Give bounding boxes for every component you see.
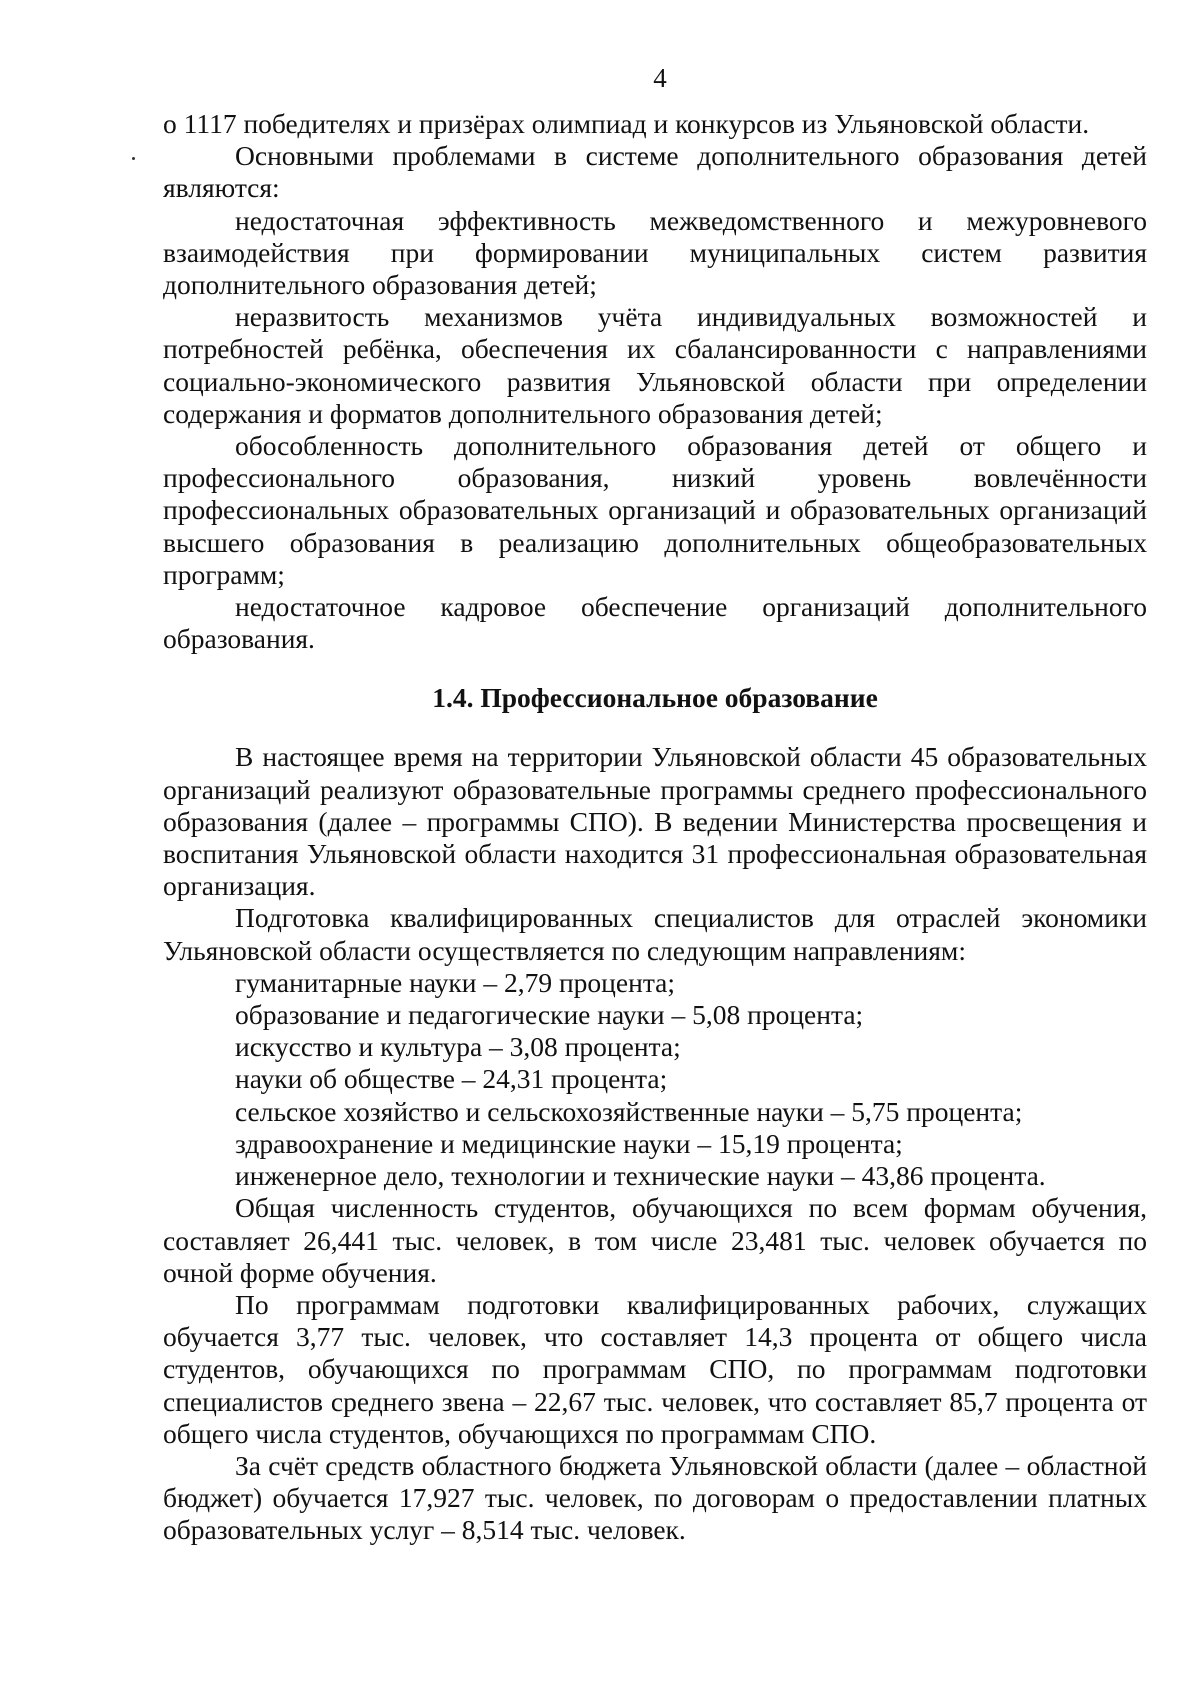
direction-item: науки об обществе – 24,31 процента; [235,1063,668,1095]
paragraph-problems-intro: Основными проблемами в системе дополнительного образования детей являются: [163,140,1147,204]
direction-item: искусство и культура – 3,08 процента; [235,1031,681,1063]
section-heading: 1.4. Профессиональное образование [432,682,878,714]
paragraph-student-count: Общая численность студентов, обучающихся по всем формам обучения, составляет 26,441 тыс. человек, в том числе 23,481 тыс. человек обучается по очной форме обучения. [163,1192,1147,1288]
scan-speck [132,157,135,160]
problem-item: неразвитость механизмов учёта индивидуальных возможностей и потребностей ребёнка, обеспечения их сбалансированности с направлениями социально-экономического развития Ульяновской области при определении содержания и форматов дополнительного образования детей; [163,301,1147,429]
paragraph-funding: За счёт средств областного бюджета Ульяновской области (далее – областной бюджет) обучается 17,927 тыс. человек, по договорам о предоставлении платных образовательных услуг – 8,514 тыс. человек. [163,1449,1147,1546]
direction-item: гуманитарные науки – 2,79 процента; [235,966,676,998]
direction-item: образование и педагогические науки – 5,08 процента; [235,999,864,1031]
paragraph-program-breakdown: По программам подготовки квалифицированных рабочих, служащих обучается 3,77 тыс. человек, что составляет 14,3 процента от общего числа студентов, обучающихся по программам СПО, по программам подготовки специалистов среднего звена – 22,67 тыс. человек, что составляет 85,7 процента от общего числа студентов, обучающихся по программам СПО. [163,1288,1147,1449]
problem-item: недостаточное кадровое обеспечение организаций дополнительного образования. [163,591,1147,655]
paragraph-continuation: о 1117 победителях и призёрах олимпиад и конкурсов из Ульяновской области. [163,108,1090,139]
document-body [163,108,1147,1547]
problem-item: обособленность дополнительного образования детей от общего и профессионального образования, низкий уровень вовлечённости профессиональных образовательных организаций и образовательных организаций высшего образования в реализацию дополнительных общеобразовательных программ; [163,430,1147,590]
page-number: 4 [653,63,667,93]
direction-item: инженерное дело, технологии и технические науки – 43,86 процента. [235,1160,1046,1192]
direction-item: сельское хозяйство и сельскохозяйственные науки – 5,75 процента; [235,1095,1023,1127]
paragraph-spo-intro: В настоящее время на территории Ульяновской области 45 образовательных организаций реализуют образовательные программы среднего профессионального образования (далее – программы СПО). В ведении Министерства просвещения и воспитания Ульяновской области находится 31 профессиональная образовательная организация. [163,741,1147,902]
paragraph-directions-intro: Подготовка квалифицированных специалистов для отраслей экономики Ульяновской области осуществляется по следующим направлениям: [163,902,1147,966]
problem-item: недостаточная эффективность межведомственного и межуровневого взаимодействия при формировании муниципальных систем развития дополнительного образования детей; [163,204,1147,301]
direction-item: здравоохранение и медицинские науки – 15,19 процента; [235,1127,903,1159]
